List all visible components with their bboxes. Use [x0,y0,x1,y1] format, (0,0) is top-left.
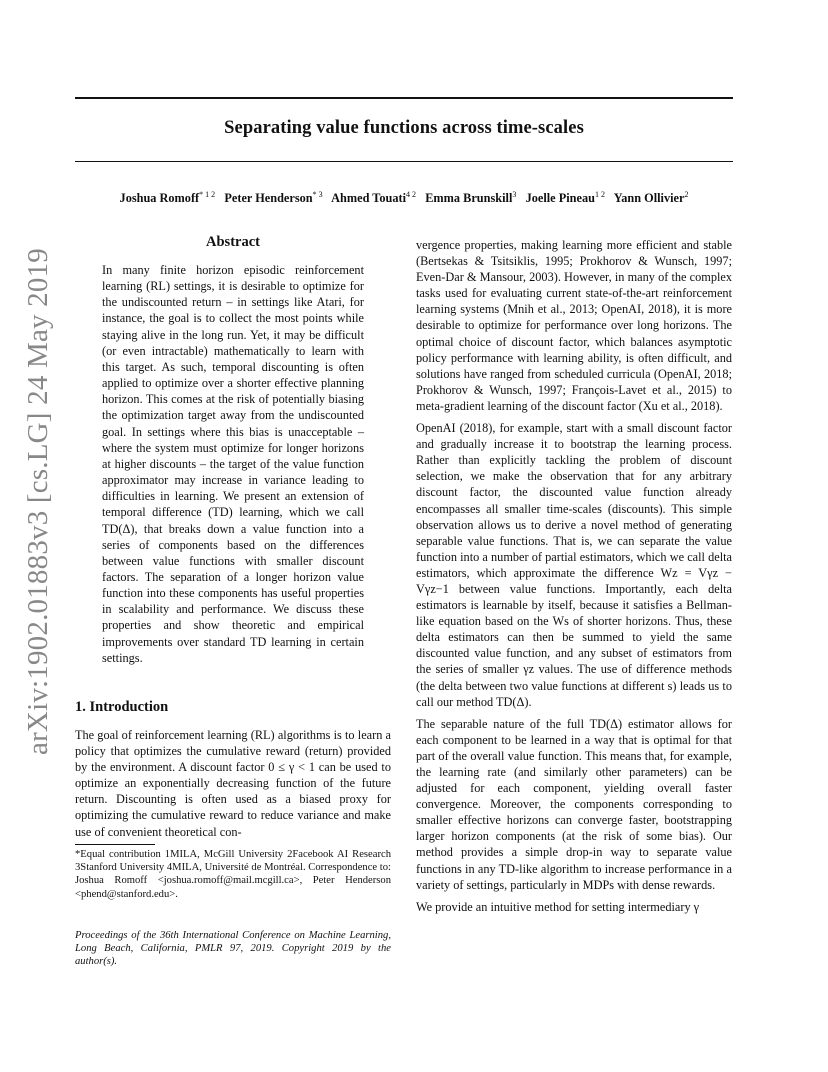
intro-paragraph: The goal of reinforcement learning (RL) algorithms is to learn a policy that optimizes the cumulative reward (return) provided by the environment. A discount factor 0 ≤ γ < 1 can be used to optimize an exponentially decreasing function of the future return. Discounting is often used as a biased proxy for optimizing the cumulative reward to reduce variance and make use of convenient theoretical con- [75,728,391,839]
right-column [416,237,732,915]
top-rule [75,97,733,99]
body-paragraph: The separable nature of the full TD(Δ) estimator allows for each component to be learned in a way that is optimal for that part of the overall value function. This means that, for example, the learning rate (and similarly other parameters) can be adjusted for each component, yielding overall faster convergence. Moreover, the components corresponding to smaller effective horizons can converge faster, bootstrapping larger horizon components (at the risk of some bias). Our method provides a simple drop-in way to separate value functions in any TD-like algorithm to increase performance in a variety of settings, particularly in MDPs with dense rewards. [416,716,732,892]
author: Joshua Romoff$^{* 1 2}$ [119,190,216,206]
author: Ahmed Touati$^{4 2}$ [331,190,416,206]
section-heading-introduction: 1. Introduction [75,699,169,715]
proceedings-note: Proceedings of the 36th International Conference on Machine Learning, Long Beach, California, PMLR 97, 2019. Copyright 2019 by the author(s). [75,930,391,968]
body-paragraph: OpenAI (2018), for example, start with a small discount factor and gradually increase it to bootstrap the learning process. Rather than explicitly tackling the problem of discount selection, we make the observation that for any arbitrary discount factor, the discounted value function already encompasses all smaller time-scales (discounts). This simple observation allows us to derive a novel method of generating separable value functions. That is, we can separate the value function into a number of partial estimators, which we call delta estimators, which approximate the difference Wz = Vγz − Vγz−1 between value functions. Importantly, each delta estimators is learnable by itself, because it satisfies a Bellman-like equation based on the Ws of shorter horizons. Thus, these delta estimators can then be summed to yield the same discounted value function, and any subset of estimators from the series of smaller γz values. The use of difference methods (the delta between two value functions at different s) leads us to call our method TD(Δ). [416,421,732,709]
author-list [75,190,733,206]
author: Joelle Pineau$^{1 2}$ [525,190,605,206]
abstract-heading-wrap [75,234,391,250]
arxiv-stamp: arXiv:1902.01883v3 [cs.LG] 24 May 2019 [22,248,54,755]
footnote: *Equal contribution 1MILA, McGill University 2Facebook AI Research 3Stanford University 4MILA, Université de Montréal. Correspondence to: Joshua Romoff <joshua.romoff@mail.mcgill.ca>, Peter Henderson <phend@stanford.edu>. [75,849,391,900]
title-rule [75,161,733,162]
footnote-rule [75,844,155,845]
author: Yann Ollivier$^2$ [613,190,689,206]
body-paragraph: vergence properties, making learning more efficient and stable (Bertsekas & Tsitsiklis, 1995; Prokhorov & Wunsch, 1997; Even-Dar & Mansour, 2003). However, in many of the complex tasks used for evaluating current state-of-the-art reinforcement learning systems (Mnih et al., 2013; OpenAI, 2018), it is more desirable to optimize for performance over long horizons. The optimal choice of discount factor, which balances asymptotic policy performance with learning ability, is often difficult, and solutions have ranged from scheduled curricula (OpenAI, 2018; Prokhorov & Wunsch, 1997; François-Lavet et al., 2015) to meta-gradient learning of the discount factor (Xu et al., 2018). [416,238,732,413]
abstract-heading: Abstract [206,234,260,250]
author: Peter Henderson$^{* 3}$ [224,190,323,206]
paper-title: Separating value functions across time-scales [224,118,584,138]
abstract-text: In many finite horizon episodic reinforcement learning (RL) settings, it is desirable to optimize for the undiscounted return – in settings like Atari, for instance, the goal is to collect the most points while staying alive in the long run. Yet, it may be difficult (or even intractable) mathematically to learn with this target. As such, temporal discounting is often applied to optimize over a shorter effective planning horizon. This comes at the risk of potentially biasing the optimization target away from the undiscounted goal. In settings where this bias is unacceptable – where the system must optimize for longer horizons at higher discounts – the target of the value function approximator may increase in variance leading to difficulties in learning. We present an extension of temporal difference (TD) learning, which we call TD(Δ), that breaks down a value function into a series of components based on the differences between value functions with smaller discount factors. The separation of a longer horizon value function into these components has useful properties in scalability and performance. We discuss these properties and show theoretic and empirical improvements over standard TD learning in certain settings. [102,263,364,665]
intro-column [75,727,391,840]
author: Emma Brunskill$^3$ [425,190,517,206]
body-paragraph: We provide an intuitive method for setting intermediary γ [416,899,700,914]
